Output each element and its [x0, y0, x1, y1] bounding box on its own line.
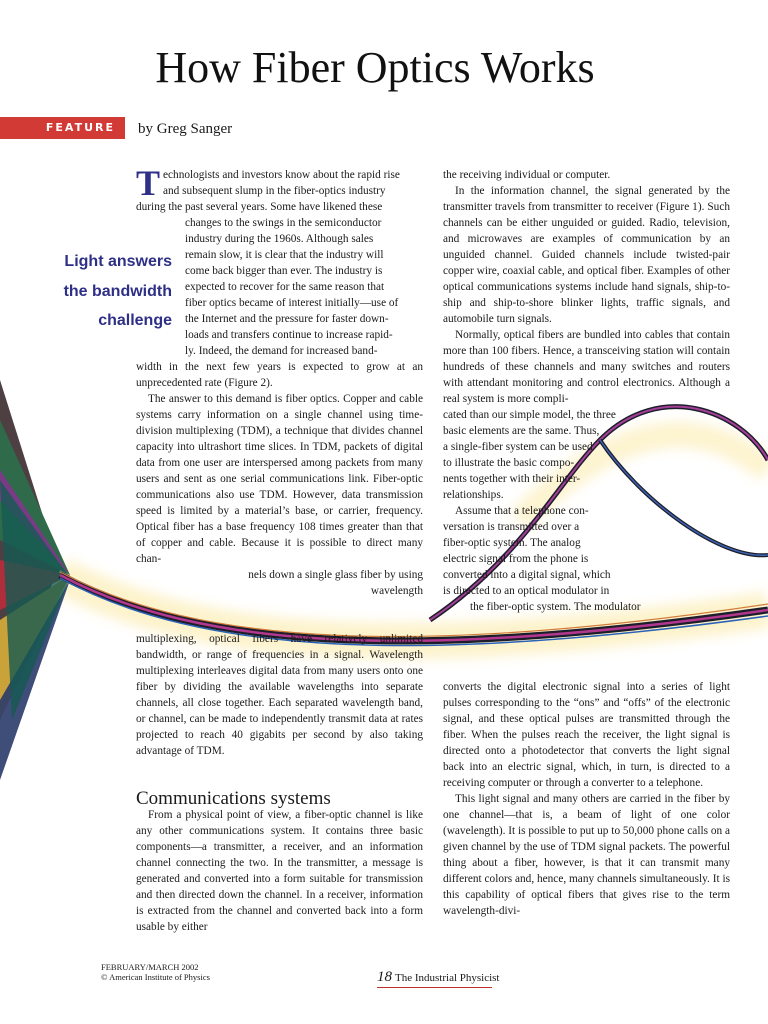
text-line: relationships.: [443, 489, 504, 501]
paragraph: This light signal and many others are carried in the fiber by one channel—that is, a beam of light of one color (wavelength). It is possible to put up to 50,000 phone calls on a given channel by the use of TDM signal packets. The powerful thing about a fiber, however, is that it can transmit many different colors and, hence, many channels simultaneously. It is this capability of optical fibers that gives rise to the term wavelength-divi-: [443, 793, 730, 917]
page-footer: [377, 968, 500, 988]
paragraph: From a physical point of view, a fiber-optic channel is like any other communications system. It contains three basic components—a transmitter, a receiver, and an information channel connecting the two. In the transmitter, a message is generated and converted into a form suitable for transmission and then directed down the channel. In a receiver, information is extracted from the channel and converted back into a form usable by either: [136, 809, 423, 933]
wrapped-text: [443, 407, 673, 615]
paragraph: converts the digital electronic signal into a series of light pulses corresponding to the “ons” and “offs” of the electronic signal, and these optical pulses are transmitted through the fiber. When the pulses reach the receiver, the light signal is directed onto a photodetector that converts the light signal back into an electric signal, which, in turn, is directed to a receiving computer or through a converter to a telephone.: [443, 681, 730, 789]
byline: by Greg Sanger: [138, 121, 233, 137]
pull-quote-line: Light answers: [64, 253, 172, 270]
paragraph: multiplexing, optical fibers have relatively unlimited bandwidth, or range of frequencies in a signal. Wavelength multiplexing interleaves digital data from many users onto one fiber by dividing the available wavelengths into separate channels, all close together. Each separated wavelength band, or channel, can be made to independently transmit data at rates projected to reach 40 gigabits per second by also taking advantage of TDM.: [136, 633, 423, 757]
paragraph: the receiving individual or computer.: [443, 169, 611, 181]
intro-paragraph: [136, 163, 423, 215]
body-column-2-continued: [443, 679, 730, 919]
text-line: loads and transfers continue to increase rapid-: [185, 329, 393, 341]
paragraph: Normally, optical fibers are bundled into cables that contain more than 100 fibers. Hence, a transceiving station will contain hundreds of these channels and many switches and routers with attendant monitoring and control electronics. Although a real system is more compli-: [443, 329, 730, 405]
text-line: electric signal from the phone is: [443, 553, 589, 565]
wrapped-text: [200, 567, 423, 599]
text-line: come back bigger than ever. The industry is: [185, 265, 383, 277]
publication-name: The Industrial Physicist: [395, 972, 500, 984]
text-line: versation is transmitted over a: [443, 521, 580, 533]
body-column-2: [443, 167, 730, 407]
page-number: 18: [377, 969, 392, 985]
text-line: basic elements are the same. Thus,: [443, 425, 600, 437]
text-line: industry during the 1960s. Although sales: [185, 233, 374, 245]
text-line: fiber-optic system. The analog: [443, 537, 581, 549]
text-line: the fiber-optic system. The modulator: [470, 601, 641, 613]
text-line: fiber optics became of interest initially—use of: [185, 297, 399, 309]
pull-quote-line: the bandwidth: [63, 283, 172, 300]
text-line: ly. Indeed, the demand for increased band-: [185, 345, 378, 357]
text-line: converted into a digital signal, which: [443, 569, 611, 581]
paragraph: The answer to this demand is fiber optics. Copper and cable systems carry information on a single channel using time-division multiplexing (TDM), a technique that divides channel capacity into ultrashort time slices. In TDM, packets of digital data from one user are interspersed among packets from many users and sent as one serial communications link. Fiber-optic communications also use TDM. However, data transmission speed is limited by a material’s base, or carrier, frequency. Optical fiber has a base frequency 108 times greater than that of copper and cable. Because it is possible to direct many chan-: [136, 393, 423, 565]
body-column-1-continued: [136, 631, 423, 759]
section-tag: FEATURE: [0, 117, 125, 139]
paragraph: width in the next few years is expected to grow at an unprecedented rate (Figure 2).: [136, 361, 423, 389]
section-heading: Communications systems: [136, 788, 331, 809]
intro-line: and subsequent slump in the fiber-optics industry: [163, 185, 386, 197]
text-line: the Internet and the pressure for faster down-: [185, 313, 389, 325]
text-line: wavelength: [370, 585, 423, 597]
copyright: © American Institute of Physics: [101, 972, 210, 982]
body-column-1-section: [136, 807, 423, 935]
text-line: expected to recover for the same reason that: [185, 281, 385, 293]
paragraph: In the information channel, the signal generated by the transmitter travels from transmitter to receiver (Figure 1). Such channels can be either unguided or guided. Radio, television, and microwaves are examples of communication by an unguided channel. Guided channels include twisted-pair copper wire, coaxial cable, and optical fiber. Examples of other optical communications systems include hand signals, ship-to-ship and ship-to-shore blinker lights, traffic signals, and automobile turn signals.: [443, 185, 730, 325]
body-column-1: [136, 359, 423, 567]
text-line: changes to the swings in the semiconductor: [185, 217, 382, 229]
wrapped-text: [185, 215, 423, 359]
text-line: nents together with their inter-: [443, 473, 581, 485]
text-line: remain slow, it is clear that the industry will: [185, 249, 384, 261]
text-line: a single-fiber system can be used: [443, 441, 593, 453]
text-line: nels down a single glass fiber by using: [248, 569, 423, 581]
issue-date: FEBRUARY/MARCH 2002: [101, 962, 199, 972]
intro-line: during the past several years. Some have likened these: [136, 201, 383, 213]
text-line: Assume that a telephone con-: [455, 505, 589, 517]
text-line: cated than our simple model, the three: [443, 409, 616, 421]
drop-cap: T: [136, 163, 161, 203]
text-line: is directed to an optical modulator in: [443, 585, 610, 597]
text-line: to illustrate the basic compo-: [443, 457, 575, 469]
article-title: How Fiber Optics Works: [155, 43, 595, 92]
pull-quote-line: challenge: [98, 312, 172, 329]
intro-line: echnologists and investors know about the rapid rise: [163, 169, 400, 181]
